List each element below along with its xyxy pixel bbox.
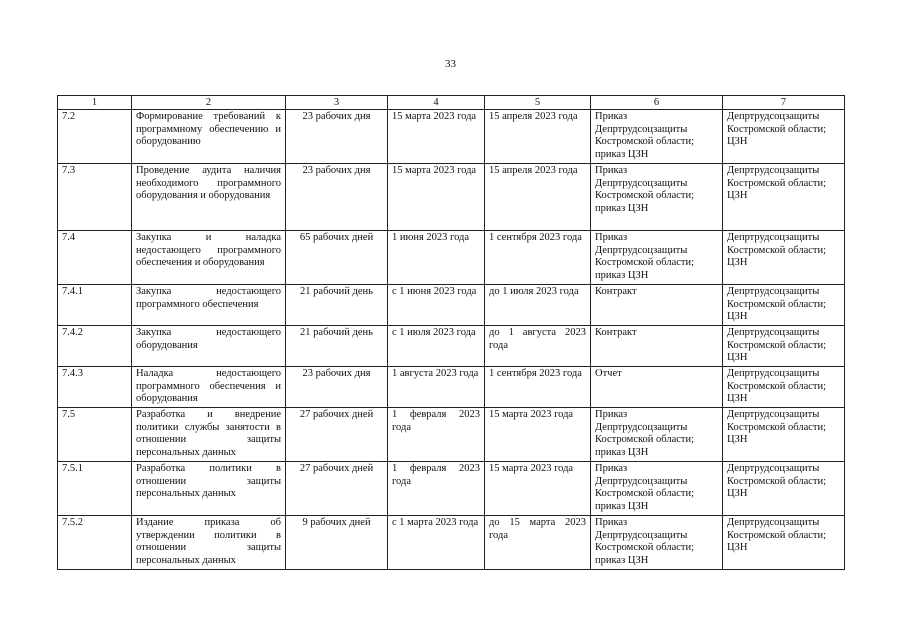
item-end: до 1 июля 2023 года [485, 285, 591, 326]
table-row [58, 285, 845, 326]
item-start: 1 февраля 2023 года [388, 408, 485, 462]
item-number: 7.2 [58, 110, 132, 164]
column-header: 5 [485, 96, 591, 110]
item-end: 15 апреля 2023 года [485, 164, 591, 231]
item-start: 1 февраля 2023 года [388, 462, 485, 516]
item-duration: 21 рабочий день [286, 285, 388, 326]
item-end: 15 марта 2023 года [485, 408, 591, 462]
item-document: Приказ Депртрудсоцзащиты Костромской области; приказ ЦЗН [591, 408, 723, 462]
item-number: 7.3 [58, 164, 132, 231]
item-duration: 27 рабочих дней [286, 408, 388, 462]
item-start: с 1 июня 2023 года [388, 285, 485, 326]
column-header: 6 [591, 96, 723, 110]
item-duration: 21 рабочий день [286, 326, 388, 367]
item-name: Закупка недостающего оборудования [132, 326, 286, 367]
item-duration: 23 рабочих дня [286, 367, 388, 408]
item-name: Закупка недостающего программного обеспечения [132, 285, 286, 326]
item-document: Приказ Депртрудсоцзащиты Костромской области; приказ ЦЗН [591, 164, 723, 231]
item-number: 7.5.1 [58, 462, 132, 516]
header-row [58, 96, 845, 110]
item-responsible: Депртрудсоцзащиты Костромской области; ЦЗН [723, 164, 845, 231]
item-name: Издание приказа об утверждении политики в отношении защиты персональных данных [132, 516, 286, 570]
item-duration: 23 рабочих дня [286, 110, 388, 164]
item-duration: 9 рабочих дней [286, 516, 388, 570]
item-end: до 1 августа 2023 года [485, 326, 591, 367]
item-responsible: Депртрудсоцзащиты Костромской области; ЦЗН [723, 110, 845, 164]
table-row [58, 110, 845, 164]
table-row [58, 326, 845, 367]
item-number: 7.5.2 [58, 516, 132, 570]
item-end: 15 апреля 2023 года [485, 110, 591, 164]
item-name: Закупка и наладка недостающего программного обеспечения и оборудования [132, 231, 286, 285]
item-responsible: Депртрудсоцзащиты Костромской области; ЦЗН [723, 516, 845, 570]
item-responsible: Депртрудсоцзащиты Костромской области; ЦЗН [723, 326, 845, 367]
table-row [58, 408, 845, 462]
item-number: 7.4.3 [58, 367, 132, 408]
column-header: 7 [723, 96, 845, 110]
page-number: 33 [445, 58, 456, 70]
item-start: 15 марта 2023 года [388, 164, 485, 231]
item-document: Приказ Депртрудсоцзащиты Костромской области; приказ ЦЗН [591, 231, 723, 285]
item-duration: 23 рабочих дня [286, 164, 388, 231]
item-number: 7.4.2 [58, 326, 132, 367]
item-name: Наладка недостающего программного обеспечения и оборудования [132, 367, 286, 408]
item-document: Контракт [591, 285, 723, 326]
column-header: 1 [58, 96, 132, 110]
item-document: Отчет [591, 367, 723, 408]
item-start: с 1 июля 2023 года [388, 326, 485, 367]
table-row [58, 231, 845, 285]
item-number: 7.4.1 [58, 285, 132, 326]
item-duration: 27 рабочих дней [286, 462, 388, 516]
item-end: 1 сентября 2023 года [485, 367, 591, 408]
item-document: Приказ Депртрудсоцзащиты Костромской области; приказ ЦЗН [591, 110, 723, 164]
column-header: 4 [388, 96, 485, 110]
item-name: Разработка политики в отношении защиты персональных данных [132, 462, 286, 516]
item-end: 15 марта 2023 года [485, 462, 591, 516]
item-number: 7.4 [58, 231, 132, 285]
table-row [58, 367, 845, 408]
item-responsible: Депртрудсоцзащиты Костромской области; ЦЗН [723, 285, 845, 326]
item-responsible: Депртрудсоцзащиты Костромской области; ЦЗН [723, 231, 845, 285]
item-document: Контракт [591, 326, 723, 367]
column-header: 2 [132, 96, 286, 110]
item-end: до 15 марта 2023 года [485, 516, 591, 570]
item-document: Приказ Депртрудсоцзащиты Костромской области; приказ ЦЗН [591, 462, 723, 516]
plan-table [57, 95, 845, 570]
item-number: 7.5 [58, 408, 132, 462]
item-document: Приказ Депртрудсоцзащиты Костромской области; приказ ЦЗН [591, 516, 723, 570]
item-name: Разработка и внедрение политики службы занятости в отношении защиты персональных данных [132, 408, 286, 462]
table-row [58, 516, 845, 570]
table-row [58, 462, 845, 516]
item-responsible: Депртрудсоцзащиты Костромской области; ЦЗН [723, 408, 845, 462]
item-start: 1 июня 2023 года [388, 231, 485, 285]
item-responsible: Депртрудсоцзащиты Костромской области; ЦЗН [723, 462, 845, 516]
item-name: Формирование требований к программному обеспечению и оборудованию [132, 110, 286, 164]
item-duration: 65 рабочих дней [286, 231, 388, 285]
item-name: Проведение аудита наличия необходимого программного оборудования и оборудования [132, 164, 286, 231]
item-start: с 1 марта 2023 года [388, 516, 485, 570]
item-start: 1 августа 2023 года [388, 367, 485, 408]
column-header: 3 [286, 96, 388, 110]
table-row [58, 164, 845, 231]
item-responsible: Депртрудсоцзащиты Костромской области; ЦЗН [723, 367, 845, 408]
item-start: 15 марта 2023 года [388, 110, 485, 164]
item-end: 1 сентября 2023 года [485, 231, 591, 285]
